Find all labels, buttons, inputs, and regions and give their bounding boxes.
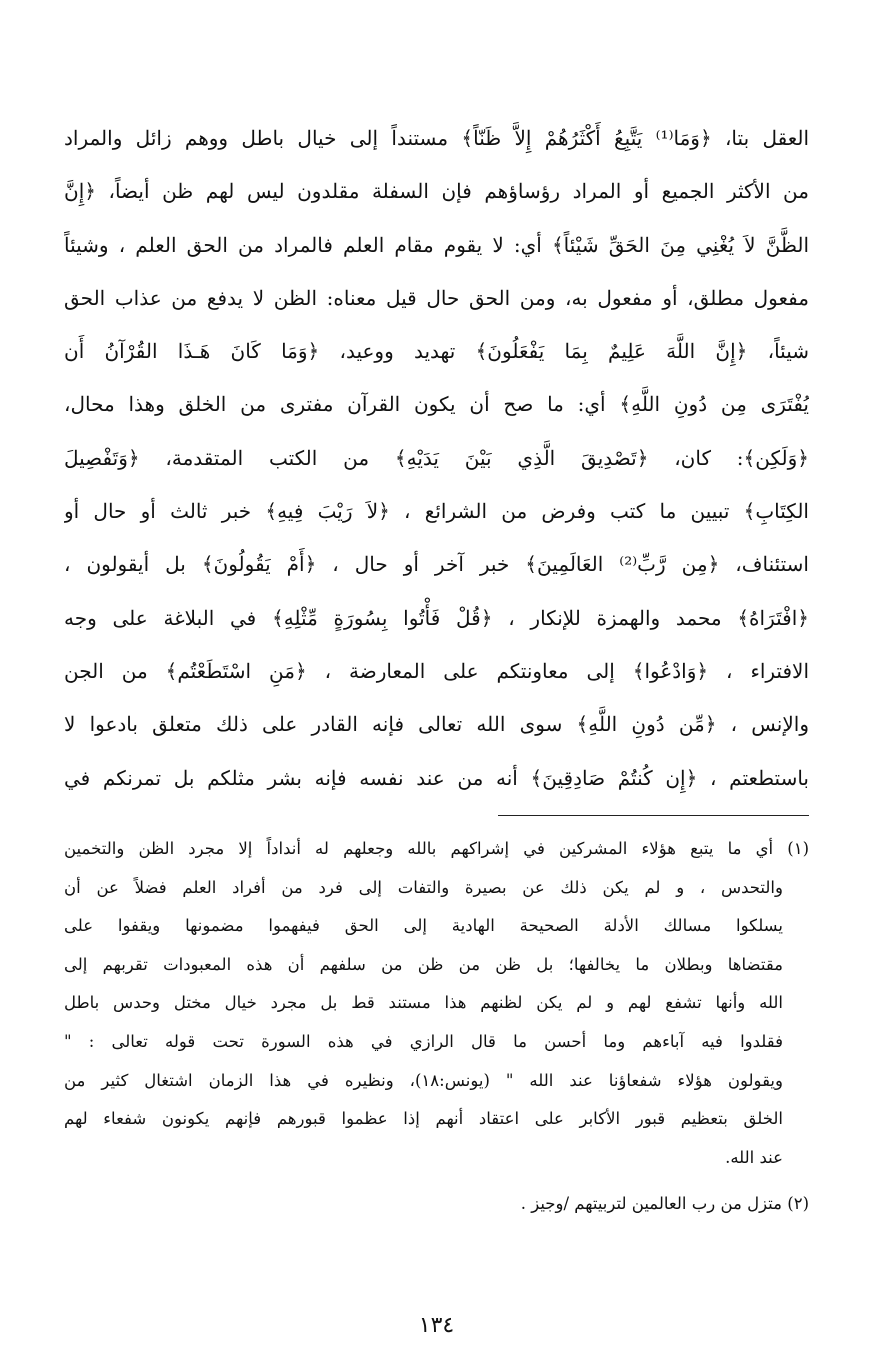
footnote-divider [498, 815, 809, 816]
footnote-line: الخلق بتعظيم قبور الأكابر على اعتقاد أنهم إذا عظموا قبورهم فإنهم يكونون شفعاء لهم [64, 1109, 783, 1129]
text-line: ﴿وَلَكِن﴾: كان، ﴿تَصْدِيقَ الَّذِي بَيْنَ يَدَيْهِ﴾ من الكتب المتقدمة، ﴿وَتَفْصِيلَ [64, 445, 809, 470]
text-line: يُفْتَرَى مِن دُونِ اللَّهِ﴾ أي: ما صح أن يكون القرآن مفترى من الخلق وهذا محال، [64, 392, 809, 417]
text-line: والإنس ، ﴿مِّن دُونِ اللَّهِ﴾ سوى الله تعالى فإنه القادر على ذلك متعلق بادعوا لا [64, 712, 809, 737]
footnote-line: (٢) متزل من رب العالمين لتربيتهم /وجيز . [520, 1194, 809, 1214]
footnote-line: عند الله. [725, 1147, 783, 1167]
text-line: مفعول مطلق، أو مفعول به، ومن الحق حال قيل معناه: الظن لا يدفع من عذاب الحق [64, 285, 809, 310]
footnotes-section [64, 830, 809, 1224]
text-line: باستطعتم ، ﴿إِن كُنتُمْ صَادِقِينَ﴾ أنه من عند نفسه فإنه بشر مثلكم بل تمرنكم في [64, 765, 809, 790]
footnote-line: يسلكوا مسالك الأدلة الصحيحة الهادية إلى الحق فيفهموا مضمونها ويقفوا على [64, 916, 783, 936]
text-line: استئناف، ﴿مِن رَّبِّ⁽²⁾ العَالَمِينَ﴾ خبر آخر أو حال ، ﴿أَمْ يَقُولُونَ﴾ بل أيقولون ، [64, 552, 809, 577]
text-line: شيئاً، ﴿إِنَّ اللَّهَ عَلِيمٌ بِمَا يَفْعَلُونَ﴾ تهديد ووعيد، ﴿وَمَا كَانَ هَـذَا القُرْآنُ أَن [64, 339, 809, 364]
footnote-line: الله وأنها تشفع لهم و لم يكن لظنهم هذا مستند قط بل مجرد خيال مختل وحدس باطل [64, 993, 783, 1013]
text-line: ﴿افْتَرَاهُ﴾ محمد والهمزة للإنكار ، ﴿قُلْ فَأْتُوا بِسُورَةٍ مِّثْلِهِ﴾ في البلاغة على وجه [64, 605, 809, 630]
footnote-2 [64, 1185, 809, 1224]
text-line: الظَّنَّ لاَ يُغْنِي مِنَ الحَقِّ شَيْئاً﴾ أي: لا يقوم مقام العلم فالمراد من الحق العلم ، وشيئاً [64, 232, 809, 257]
footnote-1 [64, 830, 809, 1177]
footnote-line: (١) أي ما يتبع هؤلاء المشركين في إشراكهم بالله وجعلهم له أنداداً إلا مجرد الظن والتخمين [64, 839, 809, 858]
text-line: الكِتَابِ﴾ تبيين ما كتب وفرض من الشرائع ، ﴿لاَ رَيْبَ فِيهِ﴾ خبر ثالث أو حال أو [64, 499, 809, 524]
text-line: من الأكثر الجميع أو المراد رؤساؤهم فإن السفلة مقلدون ليس لهم ظن أيضاً، ﴿إِنَّ [64, 179, 809, 204]
text-line: العقل بتا، ﴿وَمَا⁽¹⁾ يَتَّبِعُ أَكْثَرُهُمْ إِلاَّ ظَنّاً﴾ مستنداً إلى خيال باطل ووهم زائل والمراد [64, 126, 809, 150]
footnote-line: مقتضاها وبطلان ما يخالفها؛ بل ظن من ظن من سلفهم أن هذه المعبودات تقربهم إلى [64, 954, 783, 974]
text-line: الافتراء ، ﴿وَادْعُوا﴾ إلى معاونتكم على المعارضة ، ﴿مَنِ اسْتَطَعْتُم﴾ من الجن [64, 658, 809, 683]
footnote-line: فقلدوا فيه آباءهم وما أحسن ما قال الرازي في هذه السورة تحت قوله تعالى : " [64, 1031, 783, 1051]
main-text-body [64, 112, 809, 805]
page-number: ١٣٤ [418, 1313, 455, 1338]
footnote-line: ويقولون هؤلاء شفعاؤنا عند الله " (يونس:١٨)، ونظيره في هذا الزمان اشتغال كثير من [64, 1070, 783, 1090]
footnote-line: والتحدس ، و لم يكن ذلك عن بصيرة والتفات إلى فرد من أفراد العلم فضلاً عن أن [64, 877, 783, 897]
